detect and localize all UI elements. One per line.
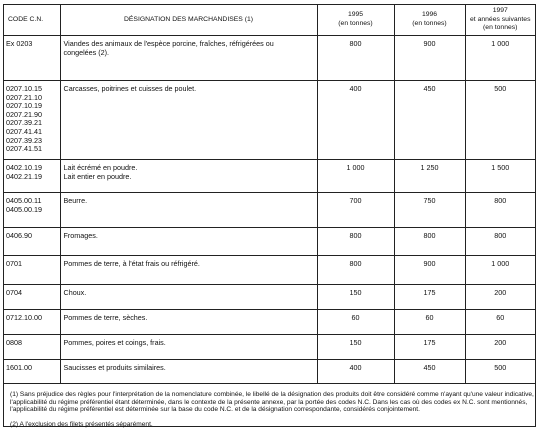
designation-cell	[60, 256, 317, 285]
quantity-1995-cell	[317, 228, 394, 256]
quantity-1995-cell-text: 800	[349, 259, 362, 268]
designation-cell-text: Choux.	[63, 288, 87, 297]
designation-cell	[60, 360, 317, 384]
code-cell-text: 0402.10.19 0402.21.19	[6, 163, 42, 181]
table-row	[4, 285, 535, 310]
header-code: CODE C.N.	[4, 5, 60, 36]
quantity-1996-cell-text: 1 250	[420, 163, 439, 172]
quantity-1996-cell-text: 60	[425, 313, 434, 322]
quantity-1995-cell-text: 150	[349, 288, 362, 297]
quantity-1996-cell-text: 450	[423, 84, 436, 93]
table-header-row	[4, 5, 535, 36]
designation-cell	[60, 228, 317, 256]
code-cell	[4, 36, 60, 81]
quantity-1995-cell-text: 150	[349, 338, 362, 347]
quantity-1996-cell-text: 175	[423, 288, 436, 297]
quantity-1997-cell-text: 500	[494, 84, 507, 93]
header-designation: DÉSIGNATION DES MARCHANDISES (1)	[60, 5, 317, 36]
code-cell	[4, 160, 60, 193]
designation-cell-text: Carcasses, poitrines et cuisses de poulet.	[63, 84, 197, 93]
quantity-1996-cell-text: 175	[423, 338, 436, 347]
quantity-1997-cell-text: 1 000	[491, 259, 510, 268]
quantity-1997-cell	[465, 335, 535, 360]
table-row	[4, 36, 535, 81]
quantity-1995-cell-text: 800	[349, 231, 362, 240]
quantity-1995-cell	[317, 360, 394, 384]
designation-cell-text: Viandes des animaux de l'espèce porcine, fraîches, réfrigérées ou congelées (2).	[63, 39, 274, 57]
header-1996: 1996 (en tonnes)	[394, 5, 465, 36]
table-row	[4, 160, 535, 193]
quantity-1997-cell	[465, 81, 535, 160]
quantity-1996-cell	[394, 193, 465, 228]
quantity-1995-cell	[317, 81, 394, 160]
quantity-1997-cell-text: 800	[494, 196, 507, 205]
quantity-1996-cell	[394, 335, 465, 360]
quantity-1995-cell	[317, 256, 394, 285]
code-cell	[4, 81, 60, 160]
designation-cell	[60, 310, 317, 335]
quantity-1997-cell-text: 800	[494, 231, 507, 240]
quantity-1996-cell	[394, 256, 465, 285]
designation-cell-text: Beurre.	[63, 196, 88, 205]
quantity-1995-cell-text: 1 000	[346, 163, 365, 172]
code-cell-text: 0704	[6, 288, 22, 297]
code-cell-text: 0406.90	[6, 231, 32, 240]
table-row	[4, 335, 535, 360]
tariff-quota-document	[3, 4, 536, 427]
quantity-1997-cell-text: 200	[494, 288, 507, 297]
code-cell	[4, 310, 60, 335]
quantity-1995-cell	[317, 285, 394, 310]
quantity-1996-cell-text: 900	[423, 39, 436, 48]
quantity-1996-cell	[394, 36, 465, 81]
designation-cell-text: Pommes, poires et coings, frais.	[63, 338, 166, 347]
table-row	[4, 256, 535, 285]
code-cell	[4, 335, 60, 360]
designation-cell-text: Pommes de terre, sèches.	[63, 313, 148, 322]
code-cell	[4, 285, 60, 310]
quantity-1995-cell-text: 400	[349, 84, 362, 93]
code-cell	[4, 360, 60, 384]
designation-cell-text: Lait écrémé en poudre. Lait entier en poudre.	[63, 163, 138, 181]
designation-cell	[60, 36, 317, 81]
quantity-1997-cell	[465, 285, 535, 310]
quantity-1995-cell	[317, 335, 394, 360]
table-row	[4, 228, 535, 256]
header-1997: 1997 et années suivantes (en tonnes)	[465, 5, 535, 36]
quantity-1995-cell-text: 400	[349, 363, 362, 372]
table-row	[4, 193, 535, 228]
quantity-1997-cell	[465, 256, 535, 285]
table-row	[4, 360, 535, 384]
designation-cell	[60, 81, 317, 160]
code-cell	[4, 228, 60, 256]
designation-cell	[60, 335, 317, 360]
quantity-1996-cell	[394, 310, 465, 335]
footnote-1: (1) Sans préjudice des règles pour l'interprétation de la nomenclature combinée, le libellé de la désignation des produits doit être considéré comme n'ayant qu'une valeur indicative, l'applicabilité du régime préférentiel étant déterminée, dans le contexte de la présente annexe, par la portée des codes N.C. Dans les cas où des codes ex N.C. sont mentionnés, l'applicabilité du régime préférentiel est déterminée sur la base du code N.C. et de la désignation correspondante, considérés conjointement.	[10, 391, 534, 414]
designation-cell	[60, 285, 317, 310]
quantity-1997-cell-text: 200	[494, 338, 507, 347]
code-cell-text: 0808	[6, 338, 22, 347]
code-cell	[4, 193, 60, 228]
quantity-1996-cell-text: 750	[423, 196, 436, 205]
table-row	[4, 310, 535, 335]
code-cell-text: 0207.10.15 0207.21.10 0207.10.19 0207.21.90 0207.39.21 0207.41.41 0207.39.23 0207.41.51	[6, 84, 42, 154]
quantity-1995-cell-text: 60	[351, 313, 360, 322]
designation-cell	[60, 160, 317, 193]
code-cell-text: Ex 0203	[6, 39, 33, 48]
quantity-1997-cell-text: 1 000	[491, 39, 510, 48]
code-cell-text: 0701	[6, 259, 22, 268]
quantity-1997-cell	[465, 36, 535, 81]
quantity-1996-cell	[394, 360, 465, 384]
quantity-1997-cell-text: 1 500	[491, 163, 510, 172]
code-cell-text: 0405.00.11 0405.00.19	[6, 196, 42, 214]
quantity-1995-cell	[317, 36, 394, 81]
designation-cell-text: Fromages.	[63, 231, 98, 240]
designation-cell-text: Pommes de terre, à l'état frais ou réfrigéré.	[63, 259, 200, 268]
quantity-1996-cell-text: 900	[423, 259, 436, 268]
quantity-1997-cell	[465, 310, 535, 335]
tariff-quota-table	[4, 5, 535, 384]
quantity-1996-cell	[394, 81, 465, 160]
quantity-1996-cell	[394, 285, 465, 310]
quantity-1997-cell-text: 500	[494, 363, 507, 372]
quantity-1996-cell-text: 800	[423, 231, 436, 240]
quantity-1996-cell-text: 450	[423, 363, 436, 372]
header-1995: 1995 (en tonnes)	[317, 5, 394, 36]
quantity-1995-cell	[317, 160, 394, 193]
quantity-1995-cell-text: 800	[349, 39, 362, 48]
quantity-1997-cell	[465, 360, 535, 384]
quantity-1997-cell	[465, 160, 535, 193]
designation-cell	[60, 193, 317, 228]
quantity-1997-cell	[465, 193, 535, 228]
quantity-1997-cell	[465, 228, 535, 256]
quantity-1997-cell-text: 60	[496, 313, 505, 322]
code-cell-text: 0712.10.00	[6, 313, 42, 322]
table-row	[4, 81, 535, 160]
quantity-1995-cell-text: 700	[349, 196, 362, 205]
quantity-1995-cell	[317, 310, 394, 335]
quantity-1996-cell	[394, 228, 465, 256]
designation-cell-text: Saucisses et produits similaires.	[63, 363, 166, 372]
code-cell	[4, 256, 60, 285]
footnotes	[10, 384, 534, 436]
quantity-1995-cell	[317, 193, 394, 228]
footnote-2: (2) A l'exclusion des filets présentés séparément.	[10, 421, 153, 429]
code-cell-text: 1601.00	[6, 363, 32, 372]
quantity-1996-cell	[394, 160, 465, 193]
